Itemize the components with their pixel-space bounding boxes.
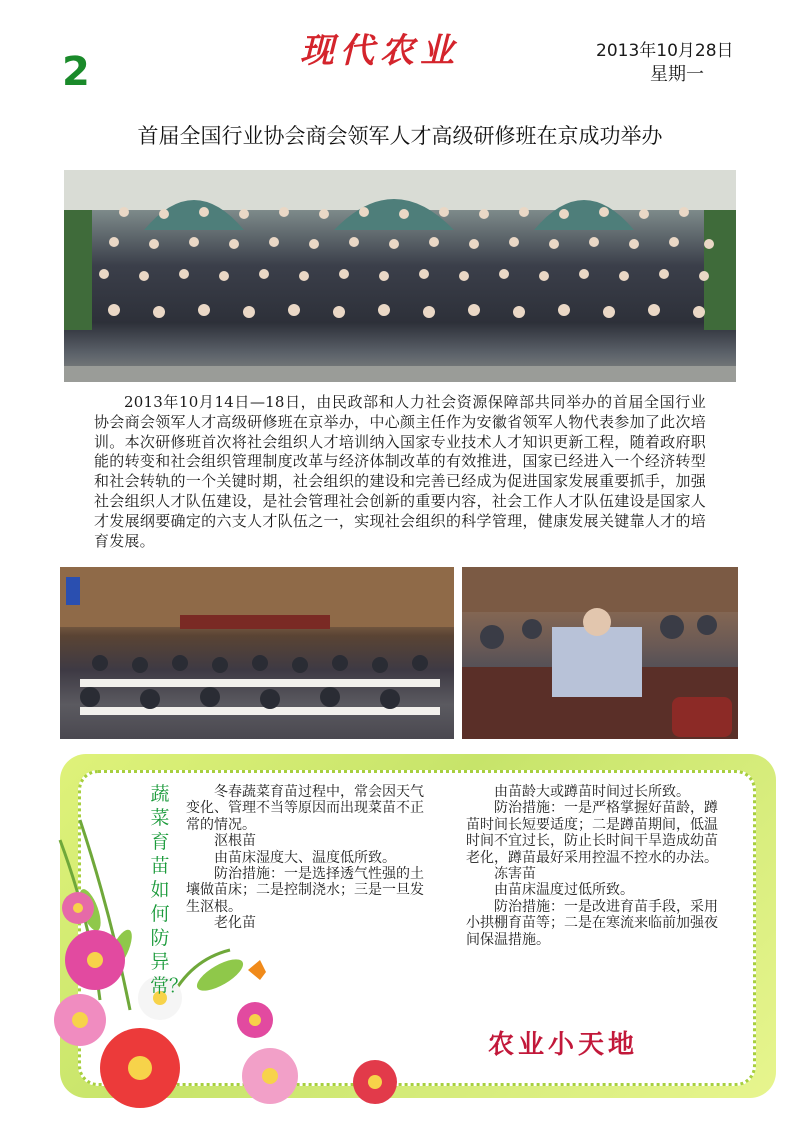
left-paragraph: 老化苗 xyxy=(214,915,256,932)
meeting-attendees-photo xyxy=(462,567,738,739)
article-headline: 首届全国行业协会商会领军人才高级研修班在京成功举办 xyxy=(137,124,663,148)
meeting-hall-photo xyxy=(60,567,454,739)
issue-weekday: 星期一 xyxy=(650,64,704,85)
column-name: 农业小天地 xyxy=(488,1030,639,1060)
right-paragraph: 冻害苗 xyxy=(494,866,536,883)
right-paragraph: 由苗龄大或蹲苗时间过长所致。 xyxy=(494,784,690,800)
left-paragraph: 沤根苗 xyxy=(214,833,256,850)
left-paragraph: 防治措施：一是选择透气性强的土壤做苗床；二是控制浇水；三是一旦发生沤根。 xyxy=(186,866,424,915)
left-paragraph: 由苗床湿度大、温度低所致。 xyxy=(214,849,396,866)
group-photo xyxy=(64,170,736,382)
left-paragraph: 冬春蔬菜育苗过程中，常会因天气变化、管理不当等原因而出现菜苗不正常的情况。 xyxy=(186,784,424,833)
column-right-text xyxy=(466,784,718,948)
issue-date: 2013年10月28日 xyxy=(596,41,734,61)
column-vertical-title: 蔬菜育苗如何防异常？ xyxy=(150,783,189,997)
page-number: 2 xyxy=(62,49,90,95)
right-paragraph: 防治措施：一是改进育苗手段，采用小拱棚育苗等；二是在寒流来临前加强夜间保温措施。 xyxy=(466,898,718,948)
right-paragraph: 由苗床温度过低所致。 xyxy=(494,882,634,899)
column-left-text xyxy=(186,784,436,932)
right-paragraph: 防治措施：一是严格掌握好苗龄，蹲苗时间长短要适度；二是蹲苗期间，低温时间不宜过长，防止长时间干旱造成幼苗老化，蹲苗最好采用控温不控水的办法。 xyxy=(466,800,718,866)
article-body: 2013年10月14日—18日，由民政部和人力社会资源保障部共同举办的首届全国行业协会商会领军人才高级研修班在京举办，中心颜主任作为安徽省领军人物代表参加了此次培训。本次研修班首次将社会组织人才培训纳入国家专业技术人才知识更新工程，随着政府职能的转变和社会组织管理制度改革与经济体制改革的有效推进，国家已经进入一个经济转型和社会转轨的一个关键时期，社会组织的建设和完善已经成为促进国家发展重要抓手，加强社会组织人才队伍建设，是社会管理社会创新的重要内容，社会工作人才队伍建设是国家人才发展纲要确定的六支人才队伍之一，实现社会组织的科学管理，健康发展关键靠人才的培育发展。 xyxy=(94,393,706,550)
masthead-title: 现代农业 xyxy=(300,31,460,71)
